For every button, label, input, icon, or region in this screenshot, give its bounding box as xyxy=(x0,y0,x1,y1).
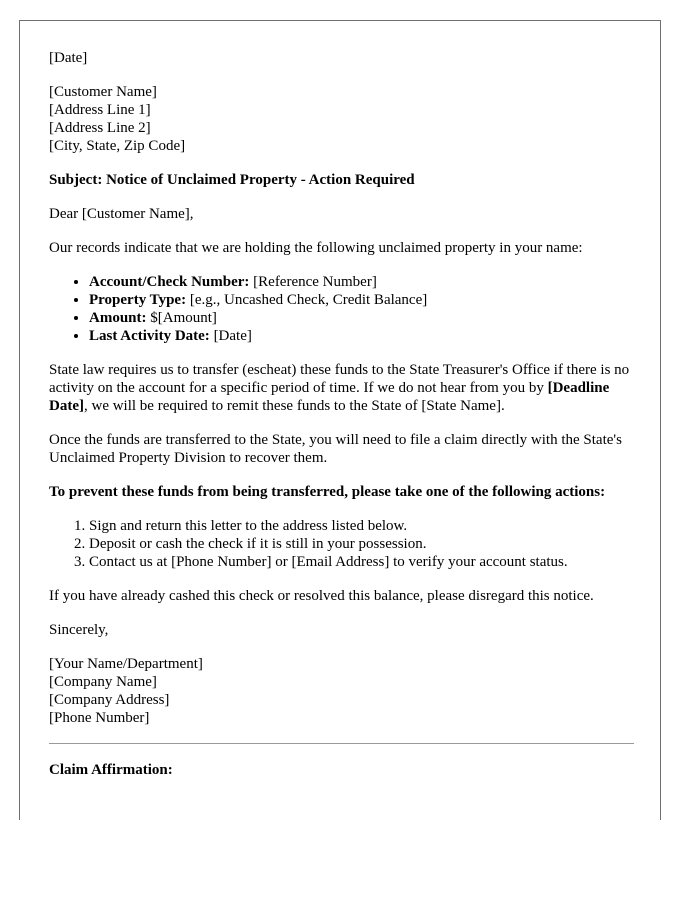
recipient-address-line-2: [Address Line 2] xyxy=(49,120,151,136)
escheat-law-text: State law requires us to transfer (escheat) these funds to the State Treasurer's Office if there is no activity on the account for a specific period of time. If we do not hear from you by xyxy=(49,362,630,396)
sender-company-address: [Company Address] xyxy=(49,692,170,708)
disregard-note: If you have already cashed this check or resolved this balance, please disregard this notice. xyxy=(49,588,594,604)
transfer-paragraph: Once the funds are transferred to the State, you will need to file a claim directly with the State's Unclaimed Property Division to recover them. xyxy=(49,432,622,466)
property-item-label: Amount: xyxy=(89,310,147,326)
letter-salutation: Dear [Customer Name], xyxy=(49,206,194,222)
property-item-value: [Reference Number] xyxy=(249,274,377,290)
recipient-address-block xyxy=(49,83,634,155)
escheat-law-paragraph xyxy=(49,361,634,415)
property-item-account-number xyxy=(89,273,634,291)
property-item-type xyxy=(89,291,634,309)
letter-subject: Subject: Notice of Unclaimed Property - Action Required xyxy=(49,172,415,188)
property-item-label: Account/Check Number: xyxy=(89,274,250,290)
recipient-address-line-1: [Address Line 1] xyxy=(49,102,151,118)
actions-list xyxy=(49,517,634,571)
letter-page xyxy=(19,20,661,820)
sender-phone: [Phone Number] xyxy=(49,710,150,726)
recipient-city-state-zip: [City, State, Zip Code] xyxy=(49,138,186,154)
property-details-list xyxy=(49,273,634,345)
property-item-amount xyxy=(89,309,634,327)
letter-date: [Date] xyxy=(49,50,88,66)
property-item-label: Last Activity Date: xyxy=(89,328,210,344)
action-item-contact-us: 3. Contact us at [Phone Number] or [Email Address] to verify your account status. xyxy=(89,553,634,571)
claim-affirmation-heading: Claim Affirmation: xyxy=(49,762,173,778)
actions-heading: To prevent these funds from being transferred, please take one of the following actions: xyxy=(49,484,606,500)
escheat-law-text-end: , we will be required to remit these funds to the State of [State Name]. xyxy=(83,398,505,414)
letter-closing: Sincerely, xyxy=(49,622,109,638)
action-item-deposit-check: 2. Deposit or cash the check if it is still in your possession. xyxy=(89,535,634,553)
property-item-last-activity xyxy=(89,327,634,345)
intro-paragraph: Our records indicate that we are holding the following unclaimed property in your name: xyxy=(49,240,583,256)
property-item-value: [e.g., Uncashed Check, Credit Balance] xyxy=(186,292,428,308)
property-item-label: Property Type: xyxy=(89,292,187,308)
sender-company-name: [Company Name] xyxy=(49,674,157,690)
property-item-value: $[Amount] xyxy=(146,310,217,326)
letter-content xyxy=(49,49,634,795)
property-item-value: [Date] xyxy=(209,328,252,344)
deadline-date: [Deadline Date] xyxy=(49,380,610,414)
sender-signature-block xyxy=(49,655,634,727)
recipient-name: [Customer Name] xyxy=(49,84,157,100)
sender-name-department: [Your Name/Department] xyxy=(49,656,203,672)
section-divider xyxy=(49,743,634,744)
action-item-sign-return: 1. Sign and return this letter to the address listed below. xyxy=(89,517,634,535)
